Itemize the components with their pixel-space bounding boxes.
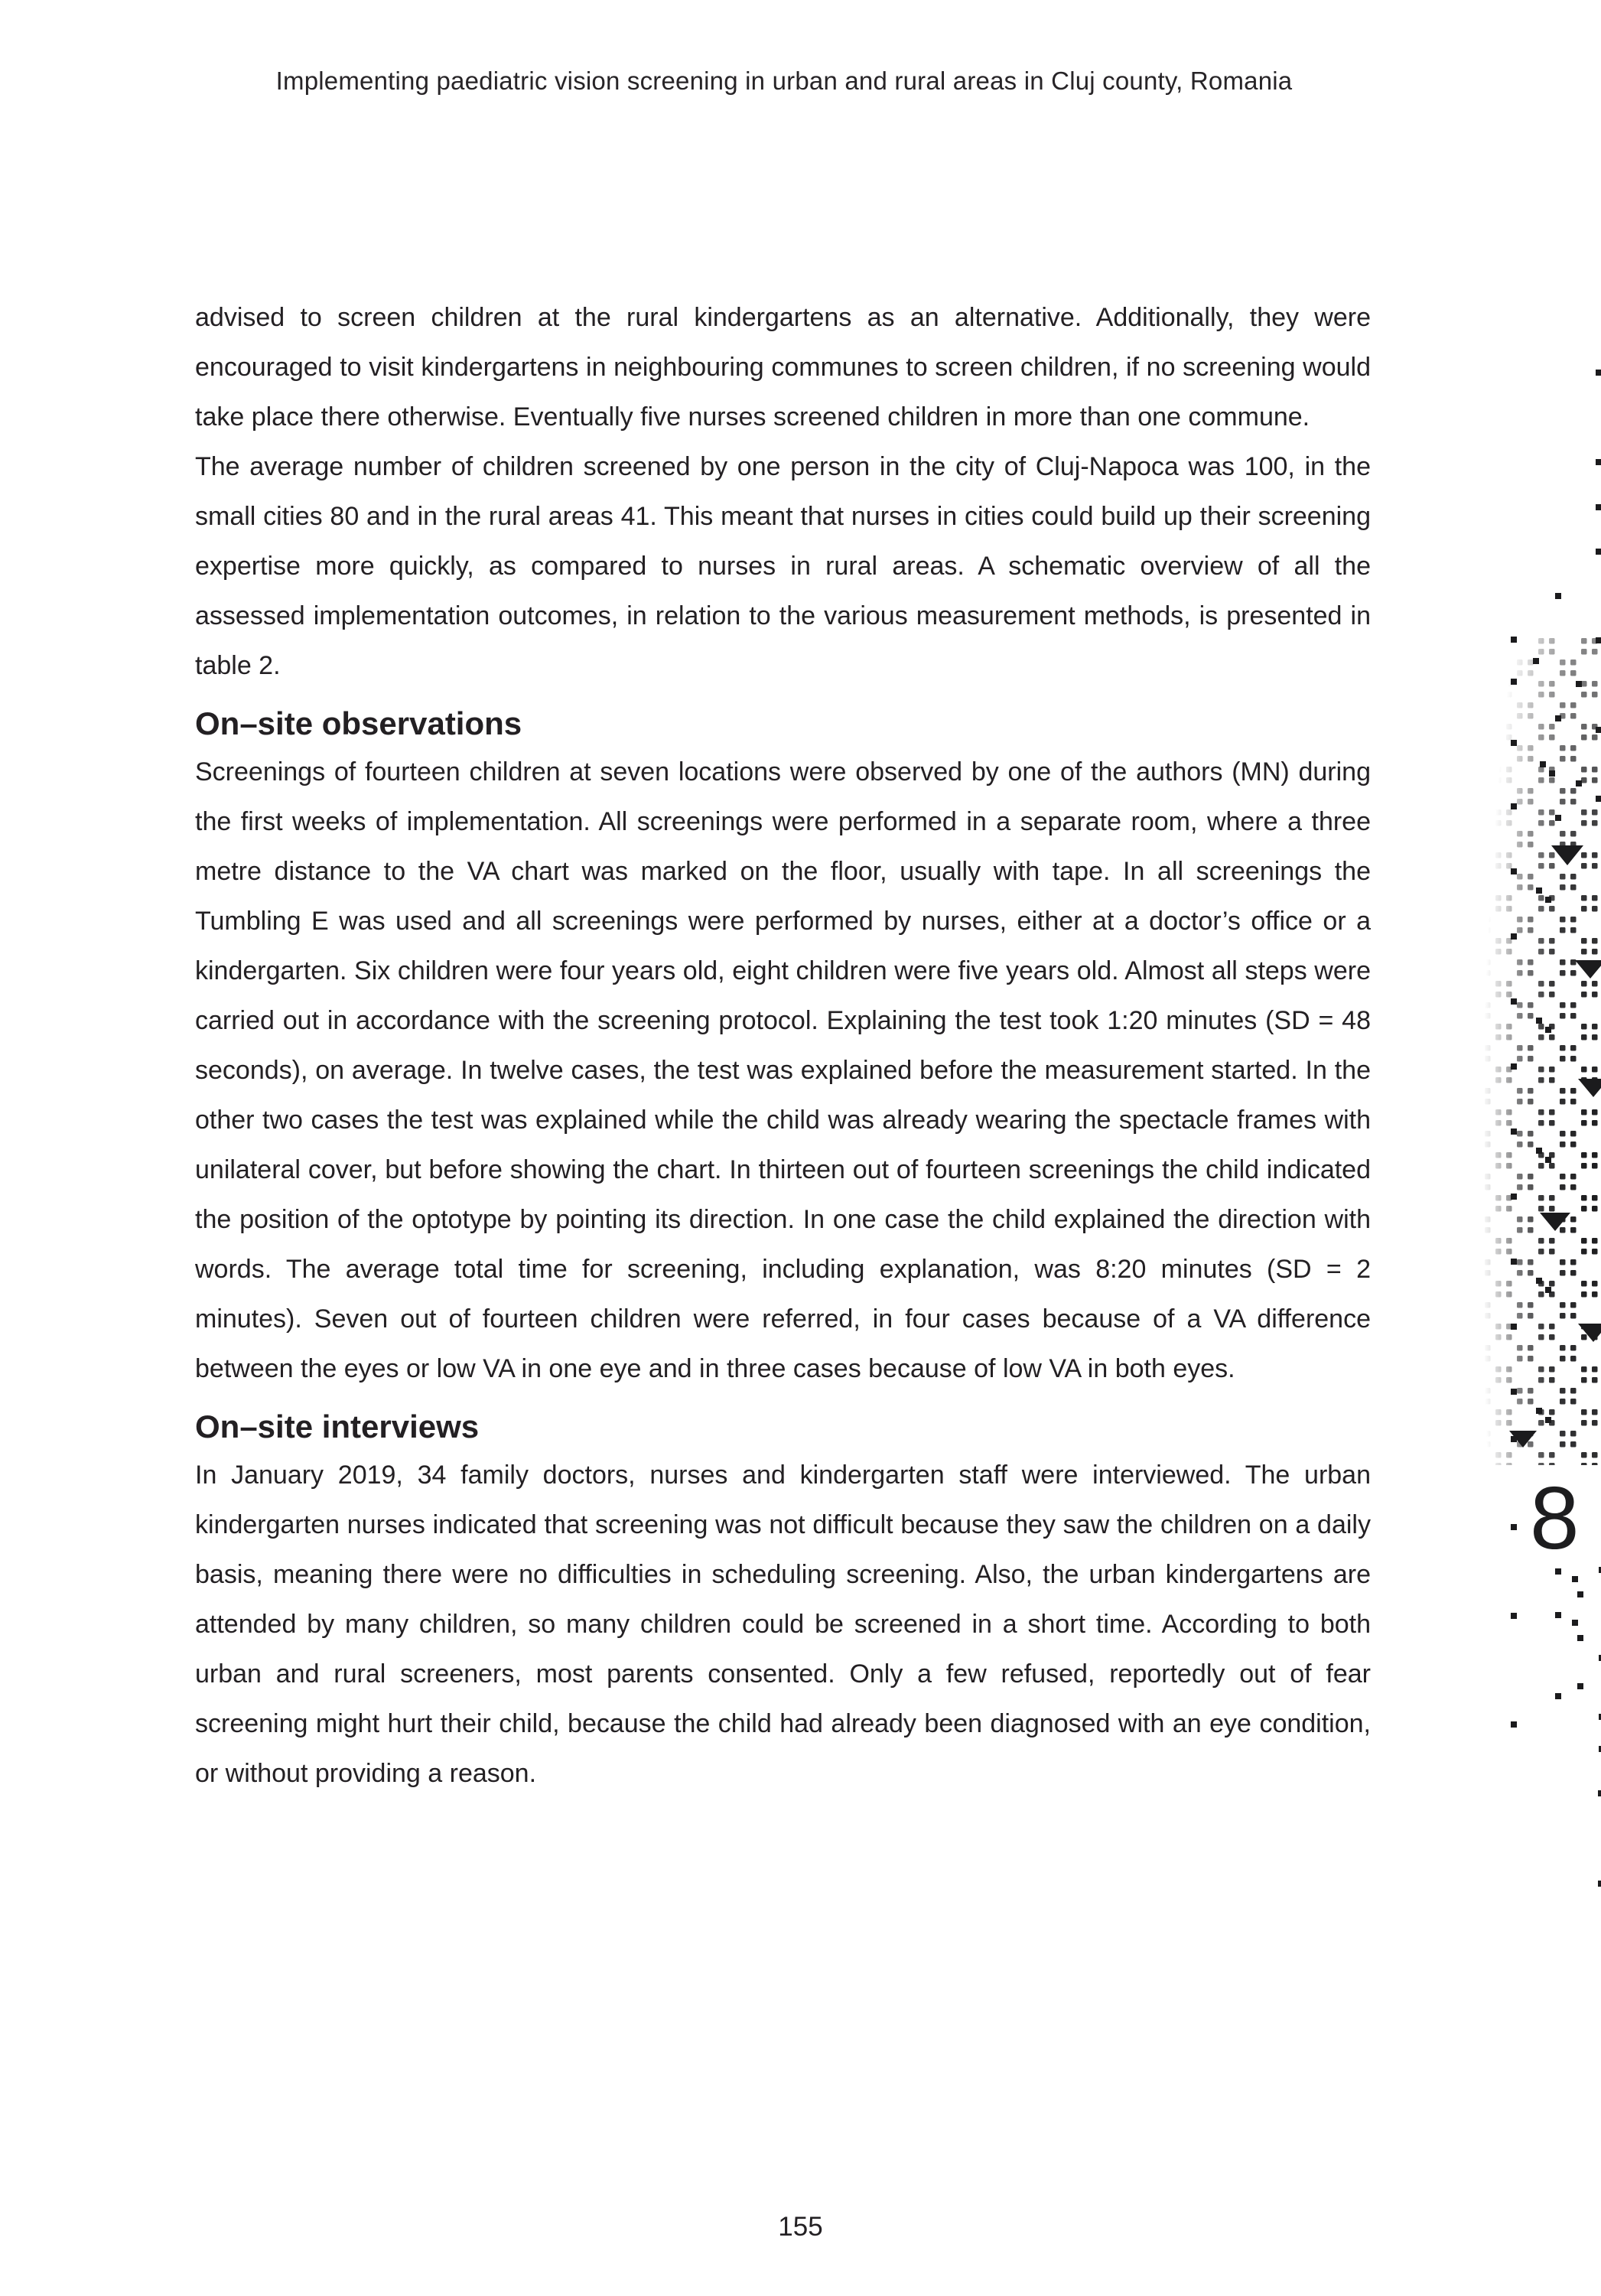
paragraph-continuation: advised to screen children at the rural kindergartens as an alternative. Additionally, they were encouraged to visit kindergartens in neighbouring communes to screen children, if no screening would take place there otherwise. Eventually five nurses screened children in more than one commune. (195, 303, 1371, 432)
section-heading-on-site-observations: On–site observations (195, 705, 522, 741)
page-number: 155 (778, 2212, 823, 2242)
chapter-number: 8 (1530, 1468, 1580, 1568)
paragraph-averages: The average number of children screened by one person in the city of Cluj-Napoca was 100, in the small cities 80 and in the rural areas 41. This meant that nurses in cities could build up their screening expertise more quickly, as compared to nurses in rural areas. A schematic overview of all the assessed implementation outcomes, in relation to the various measurement methods, is presented in table 2. (195, 452, 1371, 680)
body-column (195, 293, 1371, 1799)
section-body-on-site-observations: Screenings of fourteen children at seven locations were observed by one of the authors (MN) during the first weeks of implementation. All screenings were performed in a separate room, where a three metre distance to the VA chart was marked on the floor, usually with tape. In all screenings the Tumbling E was used and all screenings were performed by nurses, either at a doctor’s office or a kindergarten. Six children were four years old, eight children were five years old. Almost all steps were carried out in accordance with the screening protocol. Explaining the test took 1:20 minutes (SD = 48 seconds), on average. In twelve cases, the test was explained before the measurement started. In the other two cases the test was explained while the child was already wearing the spectacle frames with unilateral cover, but before showing the chart. In thirteen out of fourteen screenings the child indicated the position of the optotype by pointing its direction. In one case the child explained the direction with words. The average total time for screening, including explanation, was 8:20 minutes (SD = 2 minutes). Seven out of fourteen children were referred, in four cases because of a VA difference between the eyes or low VA in one eye and in three cases because of low VA in both eyes. (195, 757, 1371, 1383)
section-heading-on-site-interviews: On–site interviews (195, 1409, 480, 1444)
running-head: Implementing paediatric vision screening in urban and rural areas in Cluj county, Romania (275, 67, 1293, 95)
section-body-on-site-interviews: In January 2019, 34 family doctors, nurses and kindergarten staff were interviewed. The urban kindergarten nurses indicated that screening was not difficult because they saw the children on a daily basis, meaning there were no difficulties in scheduling screening. Also, the urban kindergartens are attended by many children, so many children could be screened in a short time. According to both urban and rural screeners, most parents consented. Only a few refused, reportedly out of fear screening might hurt their child, because the child had already been diagnosed with an eye condition, or without providing a reason. (195, 1461, 1371, 1788)
halftone-edge-pattern-icon (1463, 306, 1601, 2050)
